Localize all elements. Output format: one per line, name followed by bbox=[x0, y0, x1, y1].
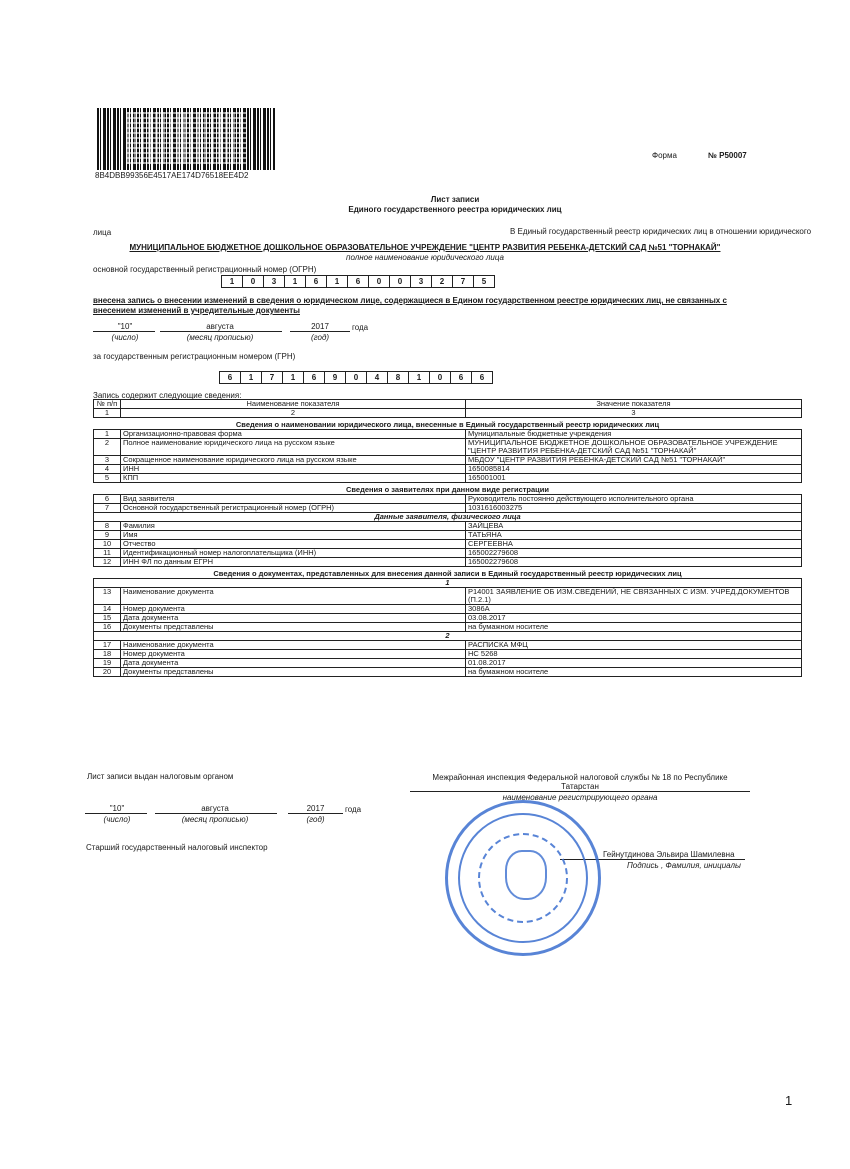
signer-name: Гейнутдинова Эльвира Шамилевна bbox=[603, 850, 735, 859]
section-row bbox=[94, 418, 802, 430]
page-number: 1 bbox=[785, 1093, 793, 1108]
row-value: ТАТЬЯНА bbox=[466, 531, 802, 540]
row-name: Документы представлены bbox=[121, 623, 466, 632]
row-number: 11 bbox=[94, 549, 121, 558]
grn-digit: 6 bbox=[471, 371, 493, 384]
ogrn-digit: 5 bbox=[473, 275, 495, 288]
records-table bbox=[93, 399, 802, 677]
row-value: НС 5268 bbox=[466, 650, 802, 659]
row-name: ИНН ФЛ по данным ЕГРН bbox=[121, 558, 466, 567]
grn-digit: 6 bbox=[219, 371, 241, 384]
coat-of-arms-emblem bbox=[505, 850, 547, 900]
entry-month: августа bbox=[206, 322, 234, 331]
row-name: Имя bbox=[121, 531, 466, 540]
index-cell: 3 bbox=[466, 409, 802, 418]
row-value: 01.08.2017 bbox=[466, 659, 802, 668]
ogrn-digit: 0 bbox=[242, 275, 264, 288]
table-row bbox=[94, 558, 802, 567]
inspector-label: Старший государственный налоговый инспектор bbox=[86, 843, 268, 852]
section-heading: Сведения о документах, представленных для внесения данной записи в Единый государственный реестр юридических лиц bbox=[213, 569, 682, 578]
table-row bbox=[94, 588, 802, 605]
doc-title: Лист записи bbox=[430, 195, 480, 204]
row-number: 17 bbox=[94, 641, 121, 650]
row-value: 165001001 bbox=[466, 474, 802, 483]
table-row bbox=[94, 668, 802, 677]
ogrn-digit: 7 bbox=[452, 275, 474, 288]
row-name: Наименование документа bbox=[121, 588, 466, 605]
authority-caption: наименование регистрирующего органа bbox=[502, 793, 658, 802]
row-number: 1 bbox=[94, 430, 121, 439]
row-name: Документы представлены bbox=[121, 668, 466, 677]
table-row bbox=[94, 531, 802, 540]
row-value: Муниципальные бюджетные учреждения bbox=[466, 430, 802, 439]
col-value-header: Значение показателя bbox=[466, 400, 802, 409]
registry-intro: В Единый государственный реестр юридических лиц в отношении юридического bbox=[510, 227, 812, 236]
row-name: Номер документа bbox=[121, 650, 466, 659]
subsection-heading: 2 bbox=[94, 632, 802, 641]
issue-month-caption: (месяц прописью) bbox=[181, 815, 249, 824]
grn-label: за государственным регистрационным номером (ГРН) bbox=[93, 352, 296, 361]
grn-digit: 9 bbox=[324, 371, 346, 384]
row-value: МУНИЦИПАЛЬНОЕ БЮДЖЕТНОЕ ДОШКОЛЬНОЕ ОБРАЗОВАТЕЛЬНОЕ УЧРЕЖДЕНИЕ "ЦЕНТР РАЗВИТИЯ РЕБЕНКА-ДЕТСКИЙ САД №51 "ТОРНАКАЙ" bbox=[466, 439, 802, 456]
ogrn-digit: 3 bbox=[263, 275, 285, 288]
grn-digit: 0 bbox=[345, 371, 367, 384]
ogrn-digit: 1 bbox=[221, 275, 243, 288]
subsection-heading: Данные заявителя, физического лица bbox=[94, 513, 802, 522]
table-row bbox=[94, 474, 802, 483]
ogrn-label: основной государственный регистрационный номер (ОГРН) bbox=[93, 265, 317, 274]
row-number: 16 bbox=[94, 623, 121, 632]
org-name-caption: полное наименование юридического лица bbox=[346, 253, 504, 262]
row-name: ИНН bbox=[121, 465, 466, 474]
grn-digit: 1 bbox=[240, 371, 262, 384]
ogrn-boxes bbox=[222, 275, 495, 288]
grn-digit: 4 bbox=[366, 371, 388, 384]
row-value: 03.08.2017 bbox=[466, 614, 802, 623]
row-value: СЕРГЕЕВНА bbox=[466, 540, 802, 549]
grn-digit: 7 bbox=[261, 371, 283, 384]
year-caption: (год) bbox=[310, 333, 330, 342]
barcode-text: 8B4DBB99356E4517AE174D76518EE4D2 bbox=[95, 171, 249, 180]
row-value: Руководитель постоянно действующего исполнительного органа bbox=[466, 495, 802, 504]
row-number: 5 bbox=[94, 474, 121, 483]
issue-day-caption: (число) bbox=[103, 815, 131, 824]
row-value: Р14001 ЗАЯВЛЕНИЕ ОБ ИЗМ.СВЕДЕНИЙ, НЕ СВЯЗАННЫХ С ИЗМ. УЧРЕД.ДОКУМЕНТОВ (П.2.1) bbox=[466, 588, 802, 605]
barcode bbox=[97, 108, 275, 170]
grn-digit: 1 bbox=[282, 371, 304, 384]
row-number: 6 bbox=[94, 495, 121, 504]
grn-digit: 8 bbox=[387, 371, 409, 384]
ogrn-digit: 1 bbox=[284, 275, 306, 288]
row-number: 14 bbox=[94, 605, 121, 614]
doc-subtitle: Единого государственного реестра юридических лиц bbox=[348, 205, 562, 214]
ogrn-digit: 2 bbox=[431, 275, 453, 288]
row-value: 3086А bbox=[466, 605, 802, 614]
authority-line2: Татарстан bbox=[561, 782, 599, 791]
entry-year-word: года bbox=[352, 323, 369, 332]
row-number: 13 bbox=[94, 588, 121, 605]
org-name: МУНИЦИПАЛЬНОЕ БЮДЖЕТНОЕ ДОШКОЛЬНОЕ ОБРАЗОВАТЕЛЬНОЕ УЧРЕЖДЕНИЕ "ЦЕНТР РАЗВИТИЯ РЕБЕНКА-ДЕТСКИЙ САД №51 "ТОРНАКАЙ" bbox=[129, 243, 721, 252]
issue-year: 2017 bbox=[306, 804, 325, 813]
table-row bbox=[94, 456, 802, 465]
table-row bbox=[94, 439, 802, 456]
table-index-row bbox=[94, 409, 802, 418]
day-caption: (число) bbox=[111, 333, 139, 342]
grn-digit: 1 bbox=[408, 371, 430, 384]
table-row bbox=[94, 605, 802, 614]
row-name: Полное наименование юридического лица на русском языке bbox=[121, 439, 466, 456]
section-heading: Сведения о заявителях при данном виде регистрации bbox=[346, 485, 549, 494]
ogrn-digit: 0 bbox=[368, 275, 390, 288]
row-value: 165002279608 bbox=[466, 558, 802, 567]
row-name: Основной государственный регистрационный номер (ОГРН) bbox=[121, 504, 466, 513]
table-row bbox=[94, 641, 802, 650]
entry-day: "10" bbox=[117, 322, 133, 331]
row-value: на бумажном носителе bbox=[466, 623, 802, 632]
person-word: лица bbox=[93, 228, 112, 237]
ogrn-digit: 1 bbox=[326, 275, 348, 288]
signer-caption: Подпись , Фамилия, инициалы bbox=[627, 861, 741, 870]
row-number: 9 bbox=[94, 531, 121, 540]
row-name: Номер документа bbox=[121, 605, 466, 614]
issue-day: "10" bbox=[109, 804, 125, 813]
index-cell: 2 bbox=[121, 409, 466, 418]
row-name: Дата документа bbox=[121, 659, 466, 668]
issue-month: августа bbox=[201, 804, 229, 813]
grn-digit: 6 bbox=[450, 371, 472, 384]
grn-digit: 0 bbox=[429, 371, 451, 384]
issued-label: Лист записи выдан налоговым органом bbox=[87, 772, 234, 781]
row-value: 165002279608 bbox=[466, 549, 802, 558]
row-value: МБДОУ "ЦЕНТР РАЗВИТИЯ РЕБЕНКА-ДЕТСКИЙ САД №51 "ТОРНАКАЙ" bbox=[466, 456, 802, 465]
row-name: Отчество bbox=[121, 540, 466, 549]
row-number: 15 bbox=[94, 614, 121, 623]
col-name-header: Наименование показателя bbox=[121, 400, 466, 409]
row-name: Организационно-правовая форма bbox=[121, 430, 466, 439]
row-value: 1650085814 bbox=[466, 465, 802, 474]
row-name: КПП bbox=[121, 474, 466, 483]
ogrn-digit: 6 bbox=[347, 275, 369, 288]
index-cell: 1 bbox=[94, 409, 121, 418]
section-heading: Сведения о наименовании юридического лица, внесенные в Единый государственный реестр юридических лиц bbox=[235, 420, 660, 429]
table-header-row bbox=[94, 400, 802, 409]
grn-boxes bbox=[220, 371, 493, 384]
contains-label: Запись содержит следующие сведения: bbox=[93, 391, 242, 400]
row-name: Наименование документа bbox=[121, 641, 466, 650]
authority-line1: Межрайонная инспекция Федеральной налоговой службы № 18 по Республике bbox=[432, 773, 728, 782]
entry-text: внесена запись о внесении изменений в сведения о юридическом лице, содержащиеся в Едином государственном реестре юридических лиц, не связанных с внесением изменений в учредительные документы bbox=[93, 296, 727, 315]
subsection-heading: 1 bbox=[94, 579, 802, 588]
issue-year-word: года bbox=[345, 805, 362, 814]
grn-digit: 6 bbox=[303, 371, 325, 384]
subsection-row bbox=[94, 513, 802, 522]
col-num-header: № п/п bbox=[94, 400, 121, 409]
row-number: 3 bbox=[94, 456, 121, 465]
row-number: 4 bbox=[94, 465, 121, 474]
form-label: Форма bbox=[652, 151, 677, 160]
row-number: 20 bbox=[94, 668, 121, 677]
row-name: Дата документа bbox=[121, 614, 466, 623]
table-row bbox=[94, 522, 802, 531]
row-number: 19 bbox=[94, 659, 121, 668]
row-number: 8 bbox=[94, 522, 121, 531]
row-number: 7 bbox=[94, 504, 121, 513]
row-name: Сокращенное наименование юридического лица на русском языке bbox=[121, 456, 466, 465]
row-value: ЗАЙЦЕВА bbox=[466, 522, 802, 531]
row-number: 12 bbox=[94, 558, 121, 567]
ogrn-digit: 6 bbox=[305, 275, 327, 288]
row-name: Идентификационный номер налогоплательщика (ИНН) bbox=[121, 549, 466, 558]
section-row bbox=[94, 567, 802, 579]
section-row bbox=[94, 483, 802, 495]
row-number: 10 bbox=[94, 540, 121, 549]
row-name: Фамилия bbox=[121, 522, 466, 531]
row-value: 1031616003275 bbox=[466, 504, 802, 513]
row-number: 2 bbox=[94, 439, 121, 456]
row-name: Вид заявителя bbox=[121, 495, 466, 504]
ogrn-digit: 3 bbox=[410, 275, 432, 288]
issue-year-caption: (год) bbox=[306, 815, 325, 824]
form-number: № Р50007 bbox=[708, 151, 747, 160]
row-value: на бумажном носителе bbox=[466, 668, 802, 677]
row-value: РАСПИСКА МФЦ bbox=[466, 641, 802, 650]
table-row bbox=[94, 465, 802, 474]
month-caption: (месяц прописью) bbox=[186, 333, 254, 342]
table-row bbox=[94, 650, 802, 659]
entry-year: 2017 bbox=[311, 322, 329, 331]
row-number: 18 bbox=[94, 650, 121, 659]
ogrn-digit: 0 bbox=[389, 275, 411, 288]
